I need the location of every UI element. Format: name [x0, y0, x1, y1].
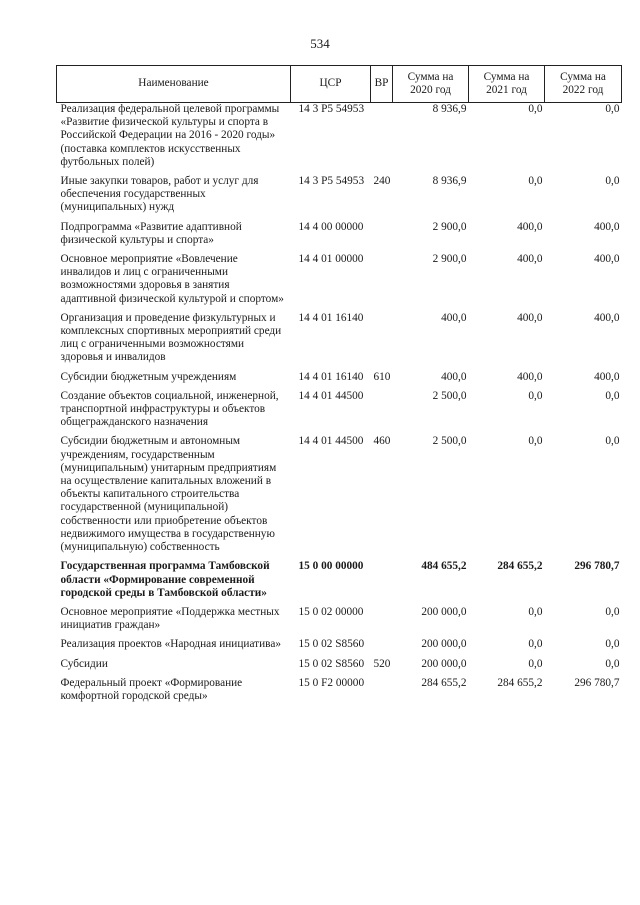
row-csr: 15 0 02 S8560 — [298, 638, 365, 651]
row-name: Подпрограмма «Развитие адаптивной физической культуры и спорта» — [60, 220, 242, 246]
row-name: Государственная программа Тамбовской области «Формирование современной городской среды в Тамбовской области» — [60, 560, 270, 599]
row-sum-2020: 2 500,0 — [432, 435, 467, 448]
table-row — [57, 388, 622, 434]
row-sum-2020: 200 000,0 — [421, 638, 467, 651]
row-vr — [371, 310, 393, 369]
row-sum-2020: 400,0 — [441, 370, 467, 383]
row-sum-2020: 2 500,0 — [432, 389, 467, 402]
row-vr — [371, 103, 393, 174]
row-sum-2022: 0,0 — [605, 175, 620, 188]
row-vr: 610 — [373, 370, 391, 383]
row-name: Федеральный проект «Формирование комфортной городской среды» — [60, 676, 243, 702]
table-row — [57, 369, 622, 388]
table-row — [57, 103, 622, 174]
row-vr — [371, 388, 393, 434]
row-csr: 14 4 01 44500 — [298, 435, 364, 448]
row-sum-2022: 400,0 — [594, 220, 620, 233]
table-row — [57, 636, 622, 655]
row-name: Субсидии бюджетным и автономным учреждениям, государственным (муниципальным) унитарным предприятиям на осуществление капитальных вложений в объекты капитального строительства государственной (муниципальной) собственности или приобретение объектов недвижимого имущества в государственную (муниципальную) собственность — [60, 435, 277, 554]
row-vr: 240 — [373, 175, 391, 188]
row-sum-2021: 400,0 — [517, 253, 543, 266]
row-name: Иные закупки товаров, работ и услуг для обеспечения государственных (муниципальных) нужд — [60, 175, 259, 214]
row-sum-2022: 296 780,7 — [574, 676, 620, 689]
row-vr — [371, 604, 393, 636]
row-sum-2021: 0,0 — [528, 657, 543, 670]
row-vr — [371, 251, 393, 310]
row-vr — [371, 675, 393, 707]
header-sum-2020: Сумма на 2020 год — [393, 66, 469, 103]
row-csr: 15 0 00 00000 — [298, 560, 364, 573]
row-name: Основное мероприятие «Вовлечение инвалидов и лиц с ограниченными возможностями здоровья в занятия адаптивной физической культурой и спортом» — [60, 253, 284, 305]
row-csr: 14 3 P5 54953 — [298, 175, 365, 188]
table-row — [57, 173, 622, 219]
row-vr — [371, 219, 393, 251]
row-sum-2022: 0,0 — [605, 638, 620, 651]
row-sum-2022: 400,0 — [594, 253, 620, 266]
row-sum-2022: 296 780,7 — [574, 560, 620, 573]
row-csr: 15 0 02 00000 — [298, 605, 364, 618]
row-csr: 15 0 F2 00000 — [298, 676, 365, 689]
row-sum-2021: 0,0 — [528, 175, 543, 188]
row-sum-2021: 284 655,2 — [497, 560, 543, 573]
table-row — [57, 310, 622, 369]
row-sum-2022: 0,0 — [605, 435, 620, 448]
row-vr — [371, 636, 393, 655]
row-name: Организация и проведение физкультурных и комплексных спортивных мероприятий среди лиц с ограниченными возможностями здоровья и инвалидов — [60, 311, 282, 364]
row-sum-2021: 400,0 — [517, 220, 543, 233]
table-row — [57, 219, 622, 251]
table-row — [57, 604, 622, 636]
row-sum-2020: 284 655,2 — [421, 676, 467, 689]
row-sum-2022: 0,0 — [605, 605, 620, 618]
row-sum-2020: 200 000,0 — [421, 657, 467, 670]
budget-table — [56, 65, 622, 707]
row-sum-2021: 0,0 — [528, 103, 543, 115]
row-sum-2020: 2 900,0 — [432, 253, 467, 266]
row-sum-2022: 0,0 — [605, 389, 620, 402]
table-header-row — [57, 66, 622, 103]
row-name: Реализация проектов «Народная инициатива» — [60, 638, 281, 651]
header-sum-2021: Сумма на 2021 год — [469, 66, 545, 103]
header-vr: ВР — [371, 66, 393, 103]
row-sum-2020: 200 000,0 — [421, 605, 467, 618]
table-body — [57, 103, 622, 708]
row-sum-2021: 0,0 — [528, 435, 543, 448]
row-csr: 14 4 01 00000 — [298, 253, 364, 266]
row-csr: 15 0 02 S8560 — [298, 657, 365, 670]
table-row — [57, 251, 622, 310]
row-sum-2020: 2 900,0 — [432, 220, 467, 233]
header-csr: ЦСР — [291, 66, 371, 103]
header-sum-2022: Сумма на 2022 год — [545, 66, 622, 103]
page-number: 534 — [310, 36, 330, 51]
row-csr: 14 3 P5 54953 — [298, 103, 365, 115]
row-sum-2021: 400,0 — [517, 311, 543, 324]
table-row — [57, 675, 622, 707]
row-sum-2020: 8 936,9 — [432, 103, 467, 115]
row-csr: 14 4 00 00000 — [298, 220, 364, 233]
row-sum-2021: 0,0 — [528, 389, 543, 402]
row-csr: 14 4 01 44500 — [298, 389, 364, 402]
row-name: Создание объектов социальной, инженерной, транспортной инфраструктуры и объектов общегражданского назначения — [60, 389, 279, 429]
row-name: Реализация федеральной целевой программы «Развитие физической культуры и спорта в Российской Федерации на 2016 - 2020 годы» (поставка комплектов искусственных футбольных полей) — [60, 103, 280, 168]
row-vr: 520 — [373, 657, 391, 670]
table-row — [57, 433, 622, 558]
row-vr — [371, 558, 393, 604]
row-vr: 460 — [373, 435, 391, 448]
row-sum-2021: 0,0 — [528, 638, 543, 651]
row-sum-2020: 484 655,2 — [421, 560, 467, 573]
row-sum-2020: 8 936,9 — [432, 175, 467, 188]
row-csr: 14 4 01 16140 — [298, 311, 364, 324]
row-sum-2022: 400,0 — [594, 370, 620, 383]
row-sum-2021: 0,0 — [528, 605, 543, 618]
table-row — [57, 558, 622, 604]
row-sum-2022: 400,0 — [594, 311, 620, 324]
row-name: Субсидии — [60, 657, 108, 670]
row-csr: 14 4 01 16140 — [298, 370, 364, 383]
header-name: Наименование — [57, 66, 291, 103]
row-name: Субсидии бюджетным учреждениям — [60, 370, 237, 383]
row-sum-2022: 0,0 — [605, 103, 620, 115]
row-sum-2020: 400,0 — [441, 311, 467, 324]
row-sum-2021: 284 655,2 — [497, 676, 543, 689]
row-sum-2021: 400,0 — [517, 370, 543, 383]
row-name: Основное мероприятие «Поддержка местных инициатив граждан» — [60, 605, 280, 632]
table-row — [57, 656, 622, 675]
row-sum-2022: 0,0 — [605, 657, 620, 670]
